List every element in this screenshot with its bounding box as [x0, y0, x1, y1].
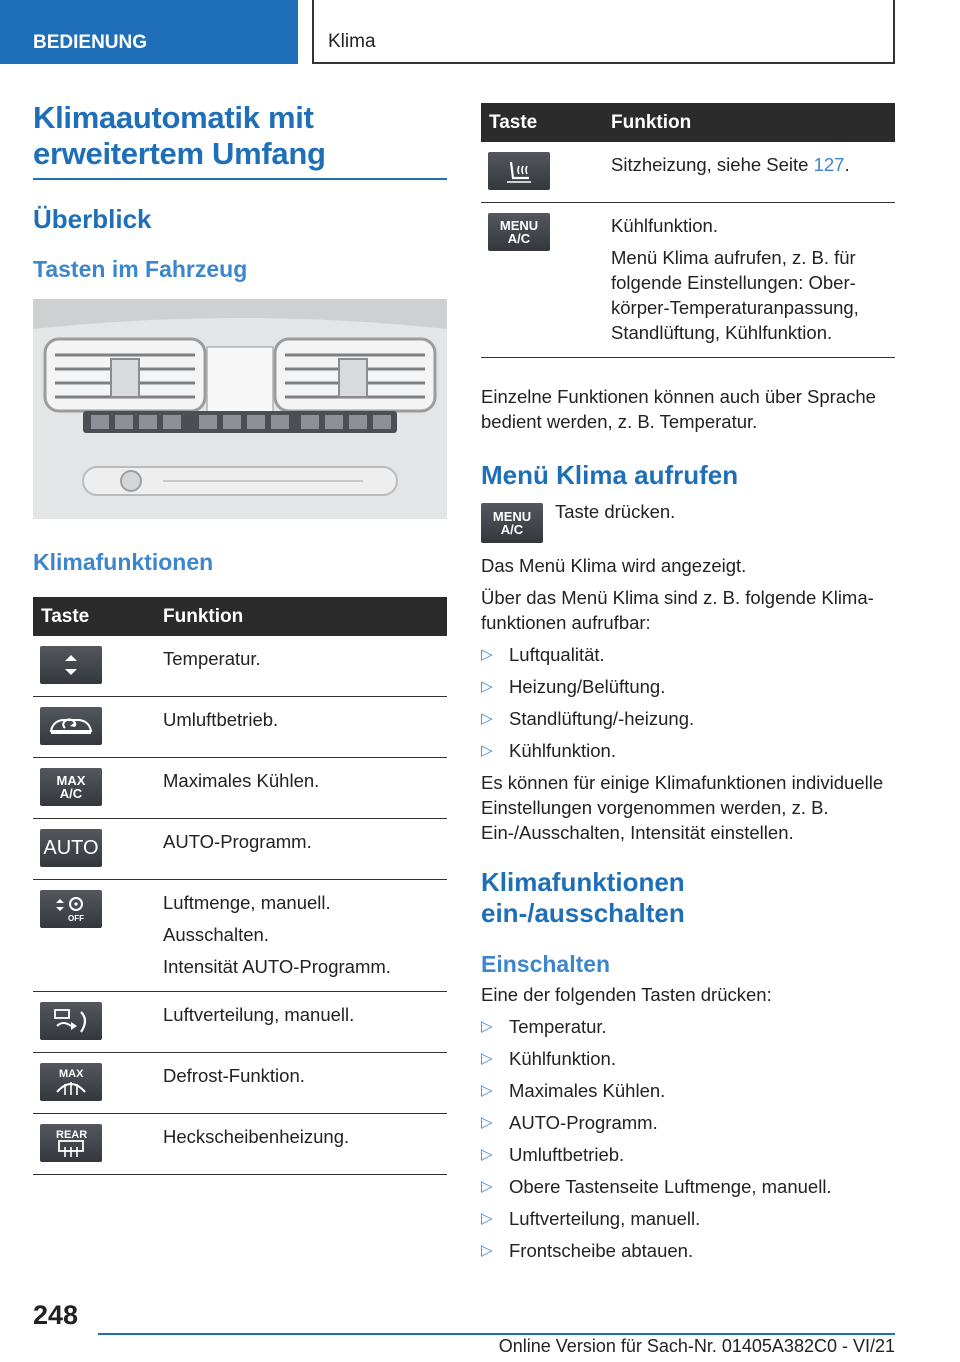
triangle-bullet-icon: ▷	[481, 1114, 493, 1131]
triangle-bullet-icon: ▷	[481, 1018, 493, 1035]
air-distribution-icon	[40, 1002, 102, 1040]
list-item: ▷ Frontscheibe abtauen.	[481, 1240, 694, 1261]
col-taste-header: Taste	[33, 597, 157, 636]
table-row	[33, 1114, 447, 1175]
menu-shown-text: Das Menü Klima wird angezeigt.	[481, 555, 747, 576]
menu-ac-icon: MENU A/C	[488, 213, 550, 251]
table-row	[33, 1053, 447, 1114]
list-item: ▷ Luftqualität.	[481, 644, 605, 665]
function-text: Kühlfunktion.	[611, 215, 718, 236]
on-heading: Einschalten	[481, 951, 611, 977]
function-text: Intensität AUTO-Programm.	[163, 956, 391, 977]
triangle-bullet-icon: ▷	[481, 742, 493, 759]
section-header: BEDIENUNG	[0, 0, 298, 64]
menu-items-list	[481, 642, 895, 763]
off-label: OFF	[68, 914, 84, 923]
rear-label: REAR	[56, 1129, 88, 1141]
function-text: Menü Klima aufrufen, z. B. für folgende Einstellungen: Ober-körper-Temperaturanpassung, Standlüftung, Kühlfunktion.	[611, 247, 859, 343]
list-item: ▷ Standlüftung/-heizung.	[481, 708, 695, 729]
page-title: Klimaautomatik mit erweitertem Umfang	[33, 100, 447, 180]
table-row	[33, 697, 447, 758]
table-row	[33, 880, 447, 992]
list-item: ▷ Heizung/Belüftung.	[481, 676, 666, 697]
menu-outro-text: Es können für einige Klimafunktionen individuelle Einstellungen vorgenommen werden, z. B. Ein-/Ausschalten, Intensität einstellen.	[481, 772, 884, 843]
rear-defrost-icon	[40, 1124, 102, 1162]
auto-icon: AUTO	[40, 829, 102, 867]
menu-ac-icon: MENU A/C	[481, 503, 543, 543]
seat-heating-icon	[488, 152, 550, 190]
climate-panel-illustration	[33, 299, 447, 519]
page-number: 248	[33, 1300, 79, 1330]
table-row	[33, 758, 447, 819]
function-text: AUTO-Programm.	[163, 831, 312, 852]
triangle-bullet-icon: ▷	[481, 1210, 493, 1227]
left-column	[33, 100, 447, 1175]
list-item: ▷ Umluftbetrieb.	[481, 1144, 625, 1165]
overview-heading: Überblick	[33, 204, 152, 234]
triangle-bullet-icon: ▷	[481, 1242, 493, 1259]
function-text: Luftmenge, manuell.	[163, 892, 331, 913]
col-funktion-header: Funktion	[157, 597, 447, 636]
triangle-bullet-icon: ▷	[481, 646, 493, 663]
list-item: ▷ Kühlfunktion.	[481, 1048, 616, 1069]
functions-table-right	[481, 103, 895, 358]
triangle-bullet-icon: ▷	[481, 678, 493, 695]
menu-key-row	[481, 503, 895, 543]
right-column	[481, 103, 895, 1263]
triangle-bullet-icon: ▷	[481, 1082, 493, 1099]
fan-off-icon	[40, 890, 102, 928]
page-link[interactable]: 127	[813, 154, 845, 175]
topic-header: Klima	[312, 0, 895, 64]
press-text: Taste drücken.	[555, 501, 676, 522]
list-item: ▷ AUTO-Programm.	[481, 1112, 658, 1133]
voice-control-text: Einzelne Funktionen können auch über Sprache bedient werden, z. B. Temperatur.	[481, 386, 876, 432]
function-text: Luftverteilung, manuell.	[163, 1004, 355, 1025]
table-row	[481, 142, 895, 203]
function-text: Sitzheizung, siehe Seite 127.	[611, 154, 850, 175]
function-text: Heckscheibenheizung.	[163, 1126, 350, 1147]
menu-intro-text: Über das Menü Klima sind z. B. folgende Klima-funktionen aufrufbar:	[481, 587, 874, 633]
function-text: Maximales Kühlen.	[163, 770, 320, 791]
max-label: MAX	[59, 1068, 84, 1080]
list-item: ▷ Kühlfunktion.	[481, 740, 616, 761]
table-row	[481, 203, 895, 358]
list-item: ▷ Temperatur.	[481, 1016, 607, 1037]
buttons-heading: Tasten im Fahrzeug	[33, 256, 248, 282]
table-row	[33, 992, 447, 1053]
function-text: Defrost-Funktion.	[163, 1065, 305, 1086]
temperature-arrows-icon	[40, 646, 102, 684]
function-text: Umluftbetrieb.	[163, 709, 279, 730]
functions-table-left	[33, 597, 447, 1175]
on-items-list	[481, 1014, 895, 1263]
footer-text: Online Version für Sach-Nr. 01405A382C0 - VI/21	[498, 1336, 895, 1356]
recirculation-car-icon	[40, 707, 102, 745]
max-ac-icon: MAX A/C	[40, 768, 102, 806]
table-row	[33, 819, 447, 880]
triangle-bullet-icon: ▷	[481, 1146, 493, 1163]
table-row	[33, 636, 447, 697]
max-defrost-icon	[40, 1063, 102, 1101]
col-taste-header: Taste	[481, 103, 605, 142]
list-item: ▷ Luftverteilung, manuell.	[481, 1208, 701, 1229]
function-text: Temperatur.	[163, 648, 261, 669]
on-intro-text: Eine der folgenden Tasten drücken:	[481, 984, 772, 1005]
function-text: Ausschalten.	[163, 924, 269, 945]
col-funktion-header: Funktion	[605, 103, 895, 142]
list-item: ▷ Maximales Kühlen.	[481, 1080, 666, 1101]
dashboard-photo	[33, 299, 447, 519]
onoff-heading: Klimafunktionen ein-/ausschalten	[481, 867, 685, 928]
list-item: ▷ Obere Tastenseite Luftmenge, manuell.	[481, 1176, 832, 1197]
triangle-bullet-icon: ▷	[481, 1178, 493, 1195]
triangle-bullet-icon: ▷	[481, 710, 493, 727]
triangle-bullet-icon: ▷	[481, 1050, 493, 1067]
functions-heading: Klimafunktionen	[33, 549, 214, 575]
menu-heading: Menü Klima aufrufen	[481, 460, 739, 490]
